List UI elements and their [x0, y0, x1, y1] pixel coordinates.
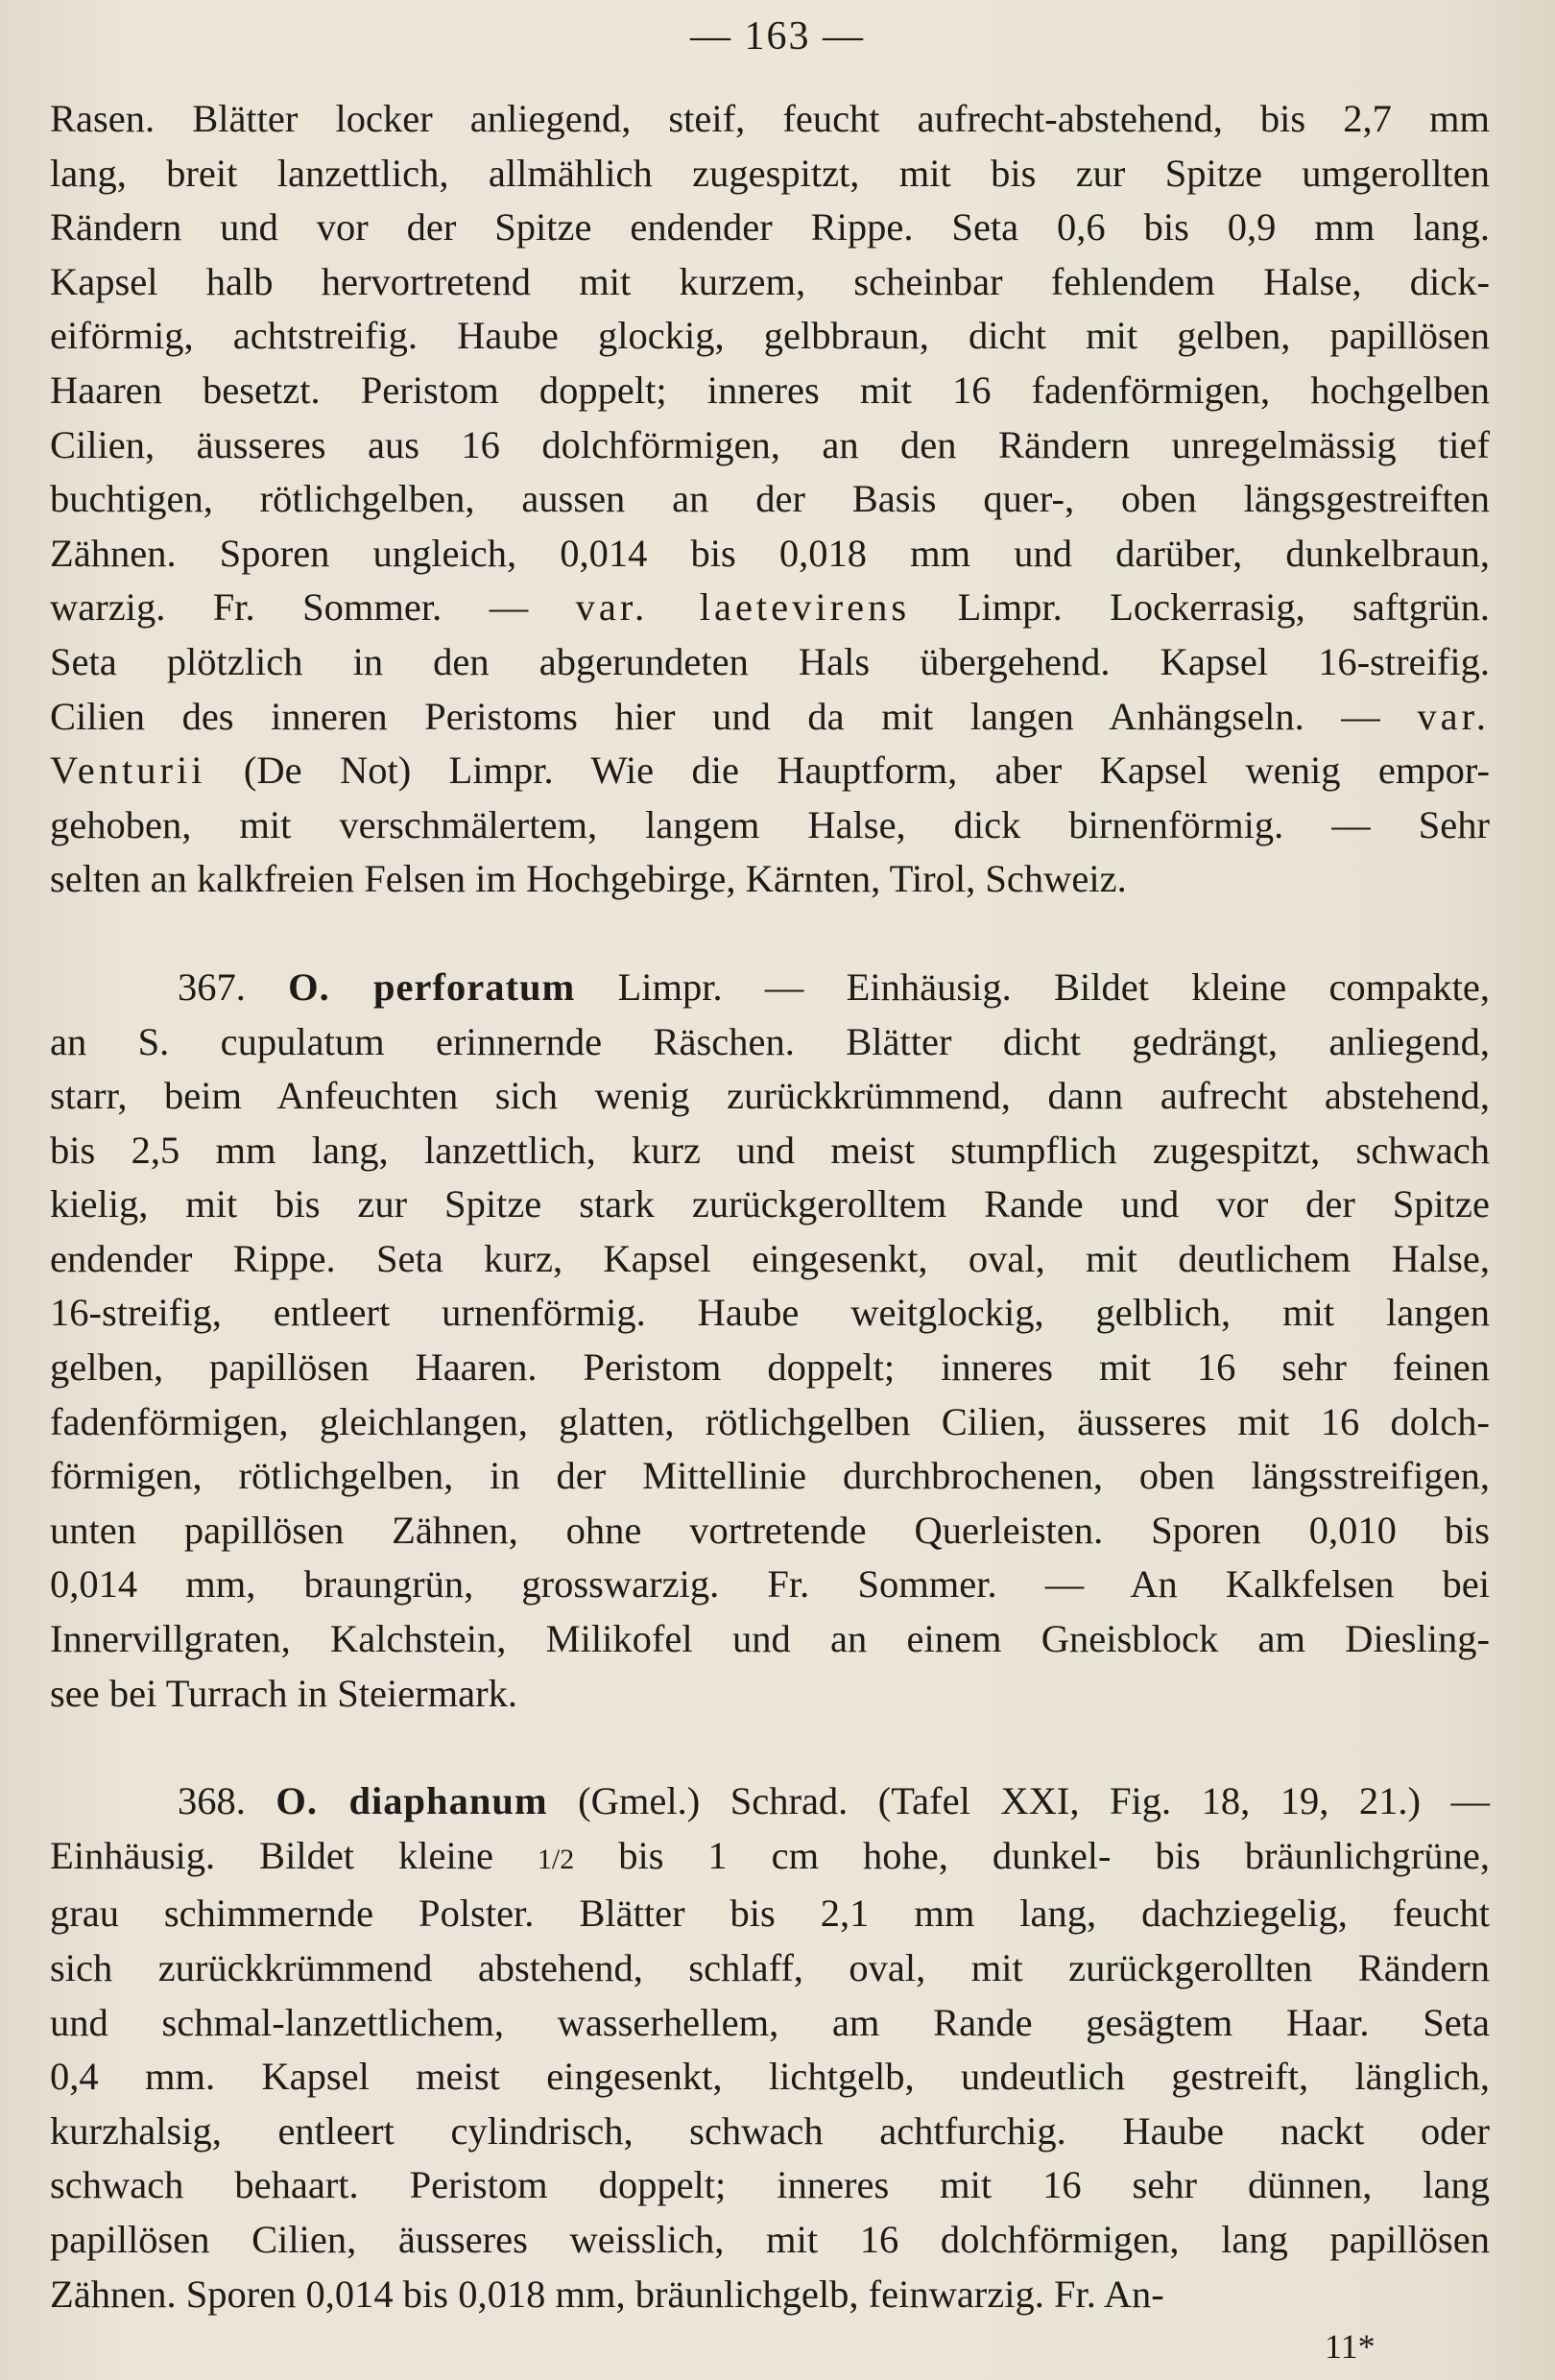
text-line: see bei Turrach in Steiermark. — [50, 1671, 518, 1715]
paragraph-spacer — [50, 907, 1490, 961]
text-line — [50, 1829, 1490, 1888]
text-line: Rändern und vor der Spitze endender Rippe. Seta 0,6 bis 0,9 mm lang. — [50, 205, 1490, 250]
entry-heading-line — [50, 961, 1490, 1015]
text-line: grau schimmernde Polster. Blätter bis 2,1 mm lang, dachziegelig, feucht — [50, 1892, 1490, 1936]
text-line: sich zurückkrümmend abstehend, schlaff, oval, mit zurückgerollten Rändern — [50, 1946, 1490, 1989]
text-line: buchtigen, rötlichgelben, aussen an der Basis quer-, oben längsgestreiften — [50, 477, 1490, 521]
text-line: 0,014 mm, braungrün, grosswarzig. Fr. Sommer. — An Kalkfelsen bei — [50, 1562, 1490, 1606]
text-line: schwach behaart. Peristom doppelt; inneres mit 16 sehr dünnen, lang — [50, 2163, 1490, 2207]
text-line: Rasen. Blätter locker anliegend, steif, feucht aufrecht-abstehend, bis 2,7 mm — [50, 97, 1490, 140]
text-line: bis 2,5 mm lang, lanzettlich, kurz und meist stumpflich zugespitzt, schwach — [50, 1128, 1490, 1172]
text-line — [50, 581, 1490, 635]
line-segment: Cilien des inneren Peristoms hier und da mit langen Anhängseln. — — [50, 694, 1418, 738]
entry-number: 368. — [178, 1779, 276, 1823]
text-line: Seta plötzlich in den abgerundeten Hals übergehend. Kapsel 16-streifig. — [50, 639, 1490, 683]
line-segment: Einhäusig. Bildet kleine — [50, 1833, 538, 1877]
species-name: O. perforatum — [288, 964, 576, 1009]
variety-name: var. laetevirens — [575, 585, 911, 630]
text-line: Haaren besetzt. Peristom doppelt; inneres mit 16 fadenförmigen, hochgelben — [50, 368, 1490, 412]
text-line: kielig, mit bis zur Spitze stark zurückgerolltem Rande und vor der Spitze — [50, 1182, 1490, 1226]
text-line — [50, 690, 1490, 745]
text-line: Zähnen. Sporen ungleich, 0,014 bis 0,018 mm und darüber, dunkelbraun, — [50, 531, 1490, 575]
text-line: Innervillgraten, Kalchstein, Milikofel und an einem Gneisblock am Diesling- — [50, 1617, 1490, 1661]
fraction: 1/2 — [537, 1843, 575, 1875]
line-segment: (De Not) Limpr. Wie die Hauptform, aber Kapsel wenig empor- — [205, 749, 1490, 793]
species-entry-368 — [50, 1774, 1490, 2321]
body-text — [50, 92, 1490, 2321]
text-line: 16-streifig, entleert urnenförmig. Haube weitglockig, gelblich, mit langen — [50, 1291, 1490, 1335]
text-line: starr, beim Anfeuchten sich wenig zurückkrümmend, dann aufrecht abstehend, — [50, 1074, 1490, 1118]
text-line: unten papillösen Zähnen, ohne vortretende Querleisten. Sporen 0,010 bis — [50, 1508, 1490, 1552]
entry-heading-line — [50, 1774, 1490, 1829]
line-segment: bis 1 cm hohe, dunkel- bis bräunlichgrüne, — [574, 1833, 1490, 1877]
line-segment: Limpr. — Einhäusig. Bildet kleine compakte, — [575, 964, 1490, 1009]
variety-label: var. — [1417, 694, 1490, 738]
text-line: gehoben, mit verschmälertem, langem Halse, dick birnenförmig. — Sehr — [50, 802, 1490, 846]
text-line: eiförmig, achtstreifig. Haube glockig, gelbbraun, dicht mit gelben, papillösen — [50, 314, 1490, 358]
text-line: kurzhalsig, entleert cylindrisch, schwach achtfurchig. Haube nackt oder — [50, 2108, 1490, 2153]
text-line: selten an kalkfreien Felsen im Hochgebirge, Kärnten, Tirol, Schweiz. — [50, 857, 1127, 901]
text-line: und schmal-lanzettlichem, wasserhellem, am Rande gesägtem Haar. Seta — [50, 2000, 1490, 2044]
text-line: an S. cupulatum erinnernde Räschen. Blätter dicht gedrängt, anliegend, — [50, 1019, 1490, 1063]
entry-number: 367. — [178, 964, 289, 1009]
text-line: lang, breit lanzettlich, allmählich zugespitzt, mit bis zur Spitze umgerollten — [50, 151, 1490, 195]
text-line: 0,4 mm. Kapsel meist eingesenkt, lichtgelb, undeutlich gestreift, länglich, — [50, 2055, 1490, 2099]
variety-name: Venturii — [50, 749, 206, 793]
line-segment: warzig. Fr. Sommer. — — [50, 585, 576, 630]
line-segment: Limpr. Lockerrasig, saftgrün. — [910, 585, 1490, 630]
paragraph-continuation — [50, 92, 1490, 907]
text-line: endender Rippe. Seta kurz, Kapsel eingesenkt, oval, mit deutlichem Halse, — [50, 1236, 1490, 1280]
species-entry-367 — [50, 961, 1490, 1721]
printer-signature: 11* — [1325, 2327, 1376, 2366]
line-segment: (Gmel.) Schrad. (Tafel XXI, Fig. 18, 19, 21.) — — [547, 1779, 1490, 1823]
text-line: papillösen Cilien, äusseres weisslich, mit 16 dolchförmigen, lang papillösen — [50, 2217, 1490, 2261]
text-line: gelben, papillösen Haaren. Peristom doppelt; inneres mit 16 sehr feinen — [50, 1345, 1490, 1390]
text-line — [50, 744, 1490, 798]
text-line: fadenförmigen, gleichlangen, glatten, rötlichgelben Cilien, äusseres mit 16 dolch- — [50, 1399, 1490, 1443]
paragraph-spacer — [50, 1721, 1490, 1774]
text-line: förmigen, rötlichgelben, in der Mittellinie durchbrochenen, oben längsstreifigen, — [50, 1454, 1490, 1498]
page-number: — 163 — — [690, 14, 865, 59]
text-line: Zähnen. Sporen 0,014 bis 0,018 mm, bräunlichgelb, feinwarzig. Fr. An- — [50, 2272, 1164, 2316]
species-name: O. diaphanum — [275, 1779, 548, 1823]
text-line: Cilien, äusseres aus 16 dolchförmigen, an den Rändern unregelmässig tief — [50, 422, 1490, 466]
text-line: Kapsel halb hervortretend mit kurzem, scheinbar fehlendem Halse, dick- — [50, 259, 1490, 303]
